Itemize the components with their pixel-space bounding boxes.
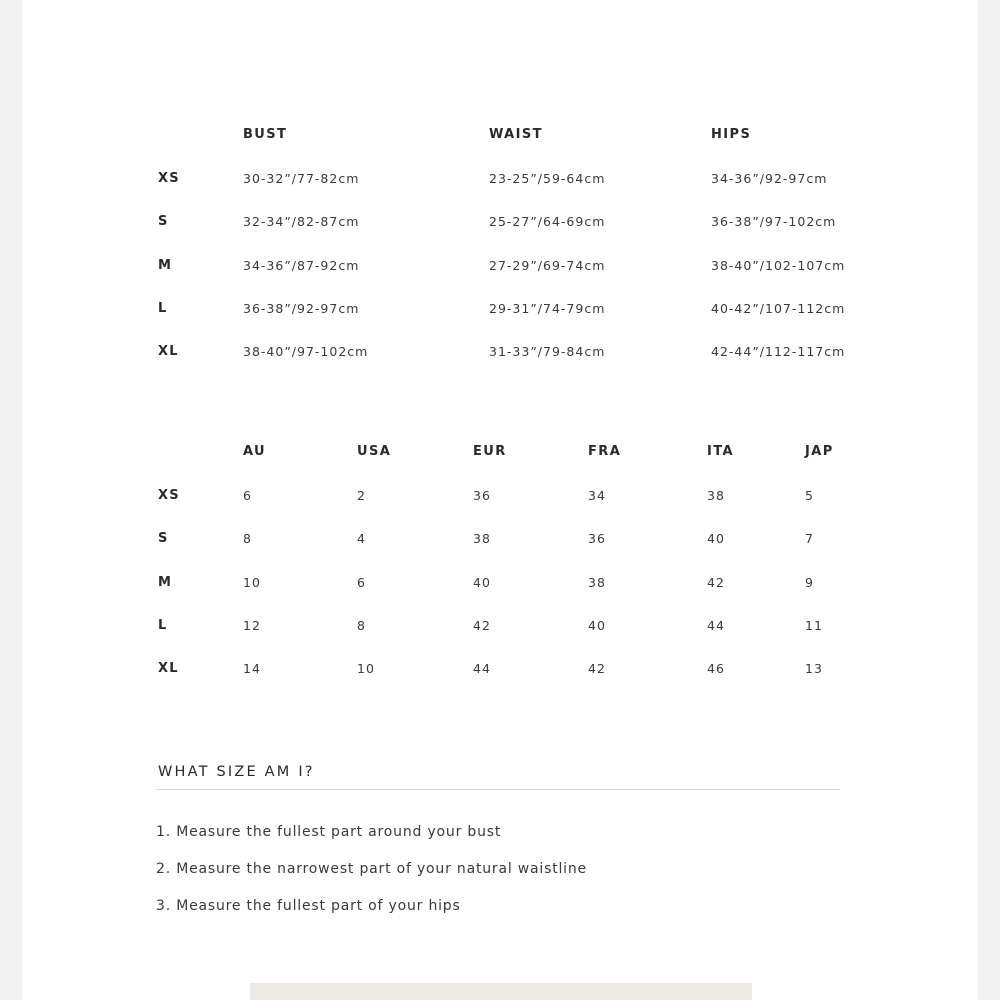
row-label-size: XS <box>158 488 180 503</box>
table-cell: 8 <box>243 531 252 546</box>
table-cell: 38-40”/97-102cm <box>243 344 369 359</box>
column-header-hips: HIPS <box>711 127 752 142</box>
what-size-title: WHAT SIZE AM I? <box>158 764 315 780</box>
table-cell: 14 <box>243 661 261 676</box>
table-cell: 6 <box>243 488 252 503</box>
table-cell: 40 <box>588 618 606 633</box>
table-cell: 8 <box>357 618 366 633</box>
table-cell: 36-38”/92-97cm <box>243 301 360 316</box>
table-cell: 4 <box>357 531 366 546</box>
column-header-jap: JAP <box>805 444 834 459</box>
table-cell: 32-34”/82-87cm <box>243 214 360 229</box>
row-label-size: L <box>158 618 168 633</box>
table-cell: 9 <box>805 575 814 590</box>
table-cell: 38-40”/102-107cm <box>711 258 846 273</box>
table-cell: 5 <box>805 488 814 503</box>
table-cell: 44 <box>707 618 725 633</box>
column-header-eur: EUR <box>473 444 507 459</box>
table-cell: 6 <box>357 575 366 590</box>
table-cell: 12 <box>243 618 261 633</box>
column-header-bust: BUST <box>243 127 288 142</box>
table-cell: 40 <box>473 575 491 590</box>
table-cell: 36 <box>588 531 606 546</box>
table-cell: 42 <box>473 618 491 633</box>
table-cell: 11 <box>805 618 823 633</box>
row-label-size: S <box>158 214 169 229</box>
table-cell: 13 <box>805 661 823 676</box>
table-cell: 23-25”/59-64cm <box>489 171 606 186</box>
table-cell: 38 <box>707 488 725 503</box>
column-header-waist: WAIST <box>489 127 543 142</box>
table-cell: 38 <box>588 575 606 590</box>
row-label-size: L <box>158 301 168 316</box>
instruction-step: 3. Measure the fullest part of your hips <box>156 898 461 914</box>
size-guide-page <box>22 0 978 1000</box>
table-cell: 30-32”/77-82cm <box>243 171 360 186</box>
table-cell: 44 <box>473 661 491 676</box>
column-header-fra: FRA <box>588 444 622 459</box>
table-cell: 2 <box>357 488 366 503</box>
section-divider <box>156 789 840 790</box>
table-cell: 29-31”/74-79cm <box>489 301 606 316</box>
table-cell: 40 <box>707 531 725 546</box>
table-cell: 34-36”/92-97cm <box>711 171 828 186</box>
table-cell: 34-36”/87-92cm <box>243 258 360 273</box>
row-label-size: S <box>158 531 169 546</box>
table-cell: 10 <box>357 661 375 676</box>
instruction-step: 1. Measure the fullest part around your bust <box>156 824 502 840</box>
table-cell: 36-38”/97-102cm <box>711 214 837 229</box>
column-header-ita: ITA <box>707 444 734 459</box>
instruction-step: 2. Measure the narrowest part of your natural waistline <box>156 861 587 877</box>
row-label-size: XL <box>158 661 179 676</box>
table-cell: 10 <box>243 575 261 590</box>
table-cell: 40-42”/107-112cm <box>711 301 846 316</box>
table-cell: 42 <box>588 661 606 676</box>
table-cell: 46 <box>707 661 725 676</box>
table-cell: 36 <box>473 488 491 503</box>
table-cell: 31-33”/79-84cm <box>489 344 606 359</box>
table-cell: 7 <box>805 531 814 546</box>
table-cell: 42-44”/112-117cm <box>711 344 846 359</box>
row-label-size: XS <box>158 171 180 186</box>
measurement-illustration <box>250 983 752 1000</box>
table-cell: 34 <box>588 488 606 503</box>
row-label-size: M <box>158 258 173 273</box>
column-header-au: AU <box>243 444 267 459</box>
row-label-size: M <box>158 575 173 590</box>
table-cell: 27-29”/69-74cm <box>489 258 606 273</box>
column-header-usa: USA <box>357 444 392 459</box>
table-cell: 25-27”/64-69cm <box>489 214 606 229</box>
table-cell: 42 <box>707 575 725 590</box>
row-label-size: XL <box>158 344 179 359</box>
table-cell: 38 <box>473 531 491 546</box>
